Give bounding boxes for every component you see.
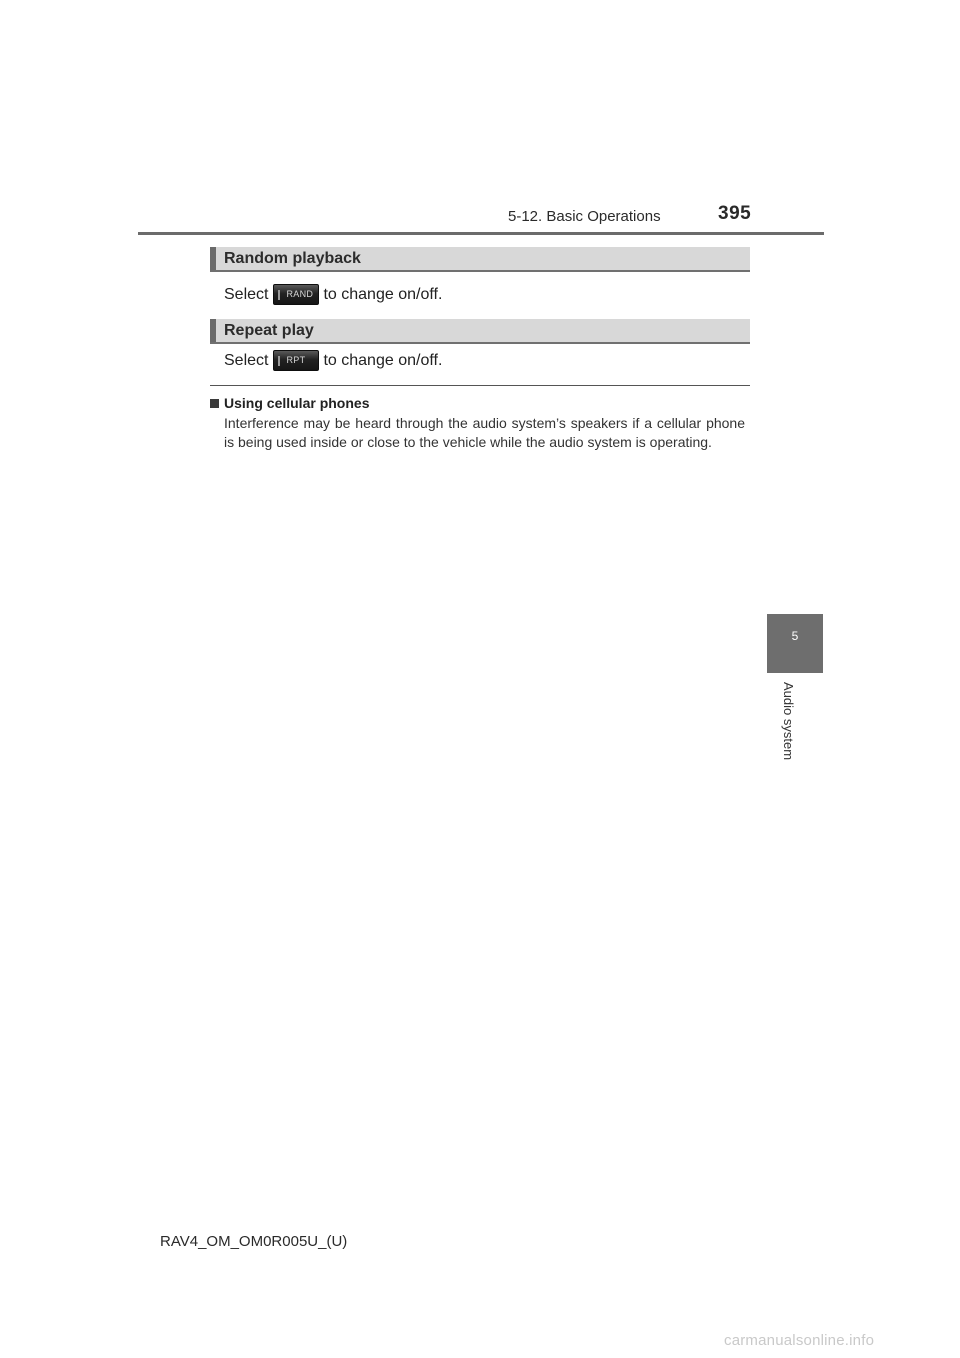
instruction-random-playback	[224, 284, 442, 305]
section-header-repeat-play	[210, 319, 750, 344]
instruction-prefix: Select	[224, 285, 269, 303]
chapter-label: Audio system	[781, 682, 796, 761]
section-header-bar	[210, 319, 216, 342]
watermark: carmanualsonline.info	[724, 1332, 875, 1349]
rand-button-label: RAND	[286, 289, 314, 299]
note-title	[210, 395, 369, 411]
section-header-label: Random playback	[224, 250, 361, 267]
rpt-button-icon	[273, 350, 319, 371]
instruction-suffix: to change on/off.	[323, 351, 443, 369]
chapter-tab	[767, 614, 823, 673]
chapter-number: 5	[791, 629, 799, 643]
header-divider	[138, 232, 824, 235]
section-title: 5-12. Basic Operations	[508, 208, 661, 225]
page-number: 395	[718, 203, 752, 224]
section-header-random-playback	[210, 247, 750, 272]
rpt-button-label: RPT	[286, 355, 306, 365]
section-header-bar	[210, 247, 216, 270]
note-divider	[210, 385, 750, 386]
note-title-text: Using cellular phones	[224, 395, 370, 411]
square-bullet-icon	[210, 399, 219, 408]
button-indicator	[278, 356, 280, 366]
note-body: Interference may be heard through the audio system’s speakers if a cellular phone is being used inside or close to the vehicle while the audio system is operating.	[224, 415, 745, 450]
rand-button-icon	[273, 284, 319, 305]
instruction-repeat-play	[224, 350, 442, 371]
button-indicator	[278, 290, 280, 300]
footer-document-code: RAV4_OM_OM0R005U_(U)	[160, 1233, 348, 1250]
section-header-label: Repeat play	[224, 322, 314, 339]
instruction-suffix: to change on/off.	[323, 285, 443, 303]
instruction-prefix: Select	[224, 351, 269, 369]
